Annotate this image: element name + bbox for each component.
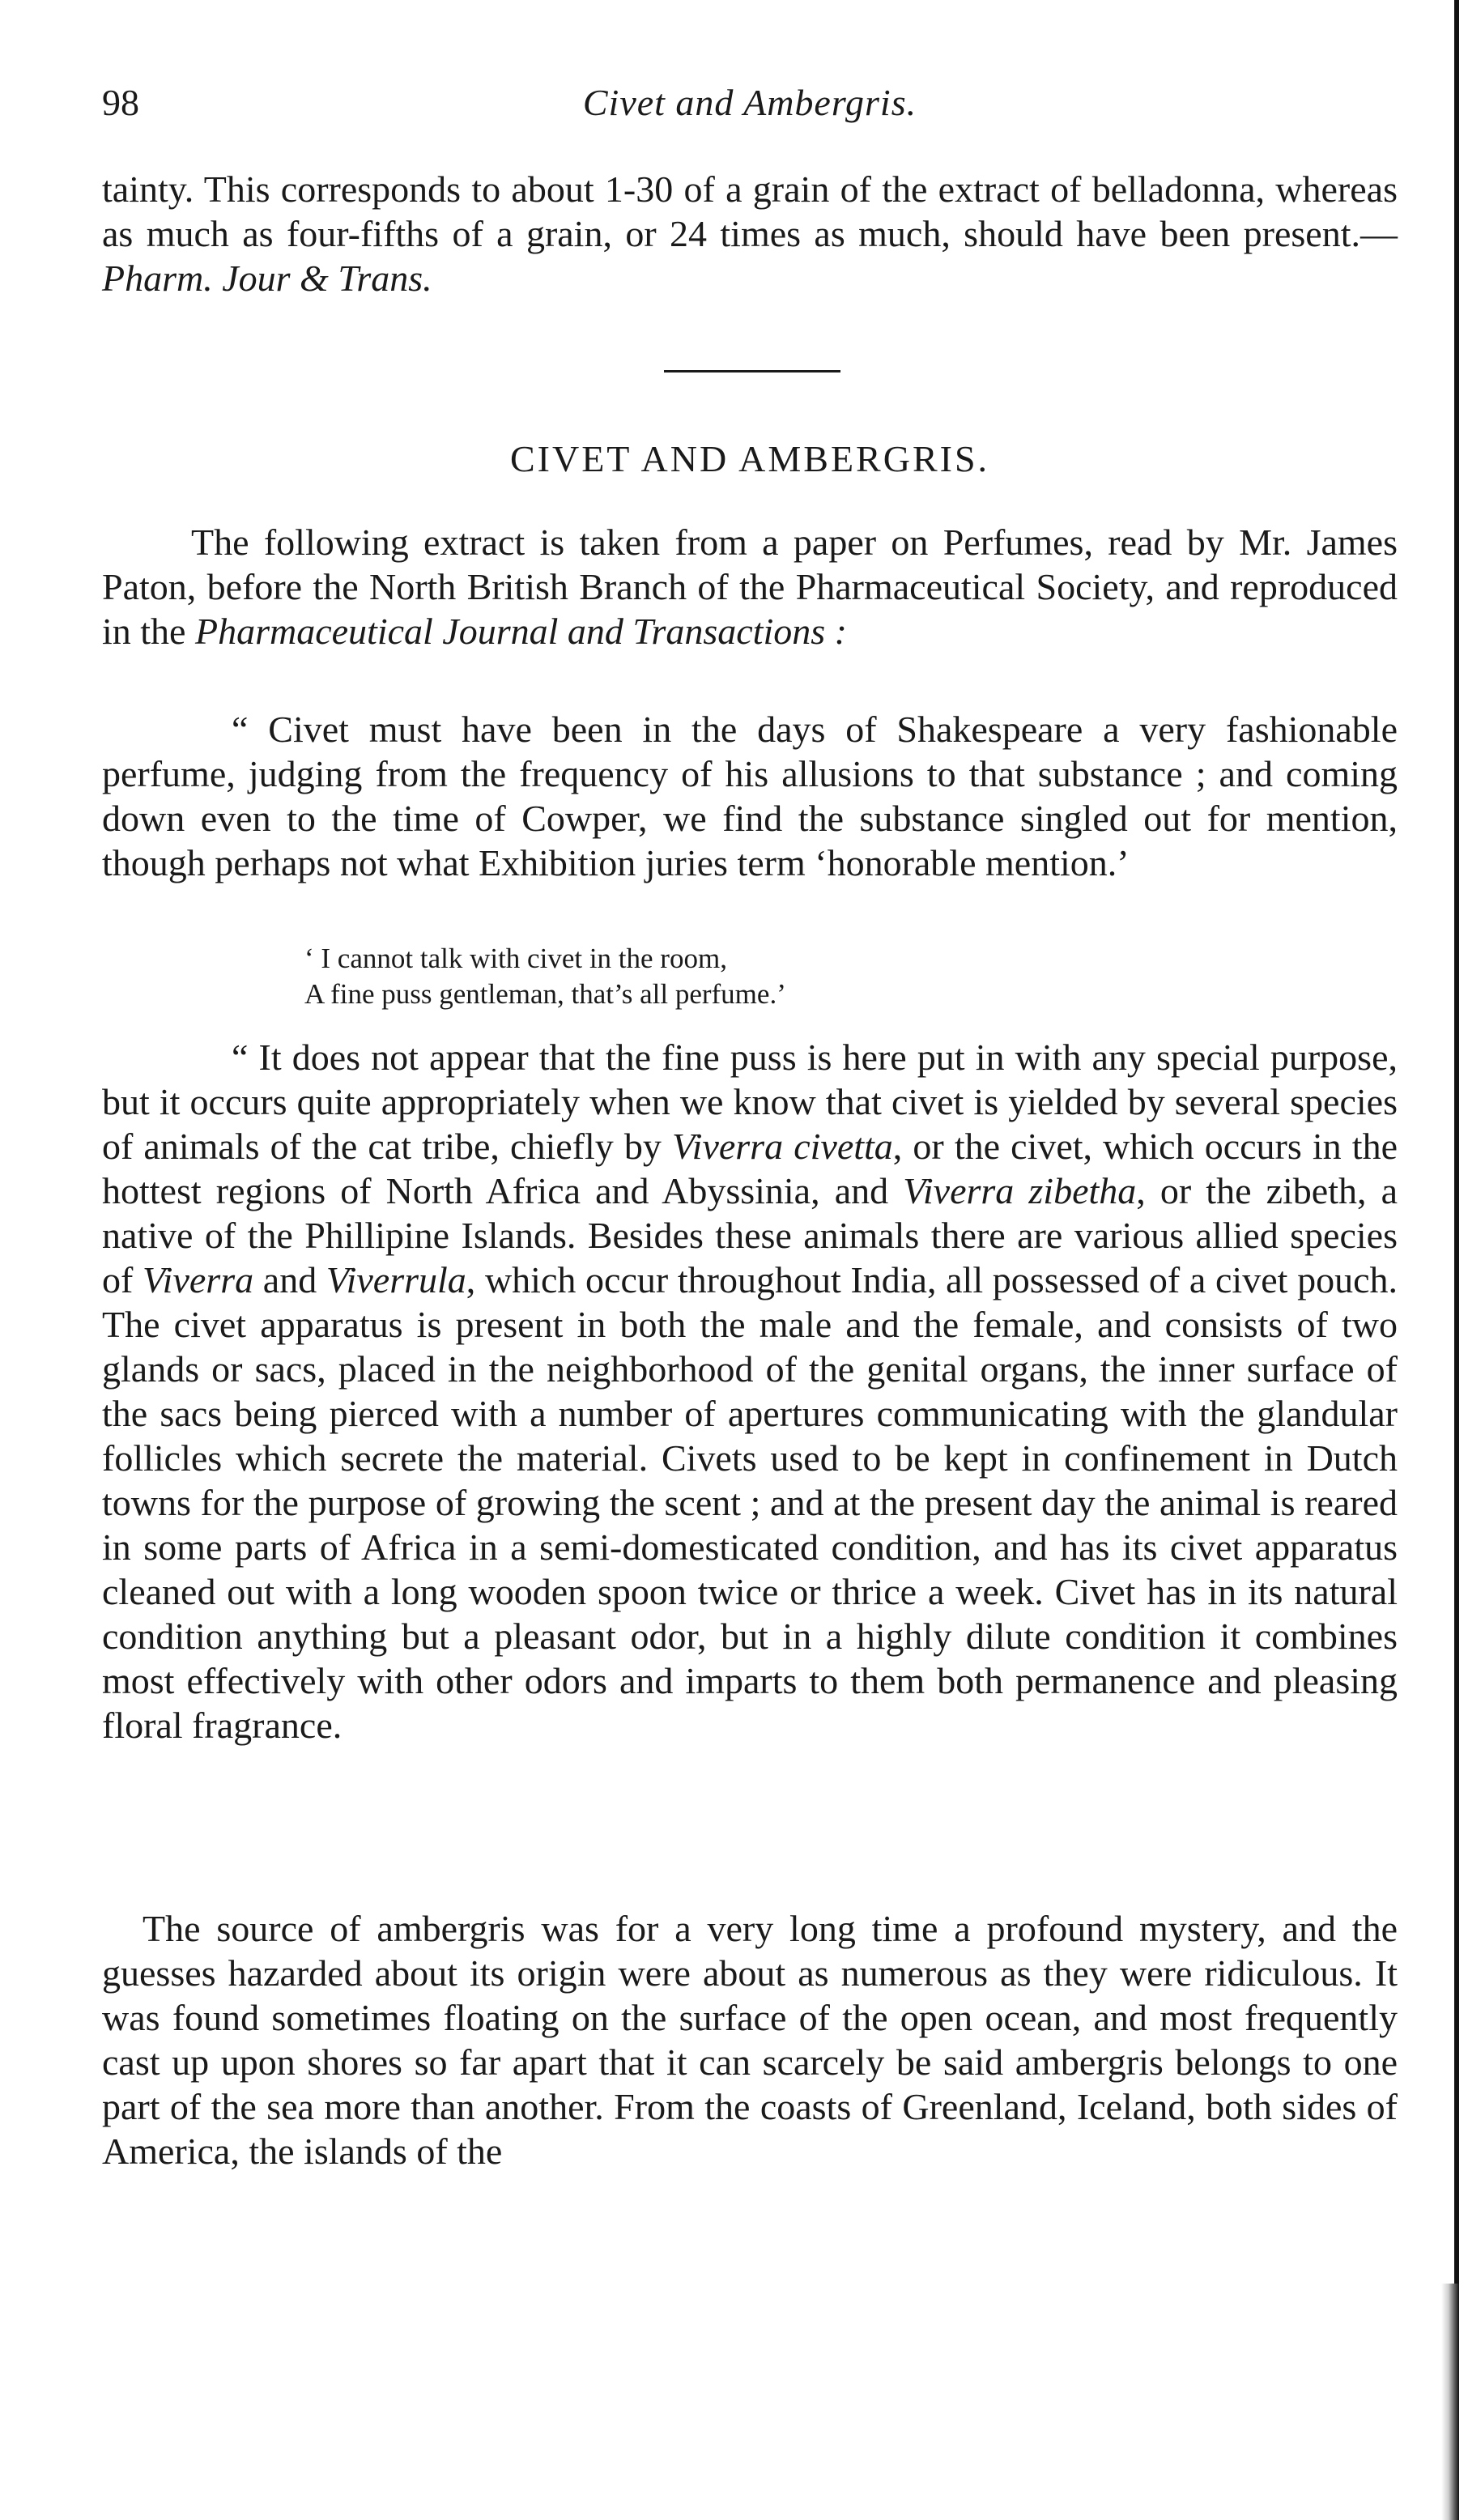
citation-source: Pharm. Jour & Trans. [102, 258, 432, 299]
intro-paragraph [102, 520, 1398, 653]
page-edge-shadow [1454, 0, 1459, 2520]
page-number: 98 [102, 82, 139, 123]
continued-paragraph-text: tainty. This corresponds to about 1-30 of a grain of the extract of belladonna, whereas as much as four-fifths of a grain, or 24 times as much, should have been present.— [102, 168, 1398, 254]
page-header [102, 81, 1398, 130]
quote2-part-3: , or the zibeth, a native of the Phillipine Islands. Besides these animals there are various allied species of [102, 1170, 1398, 1300]
quote2-part-2: , or the civet, which occurs in the hottest regions of North Africa and Abyssinia, and [102, 1126, 1398, 1211]
section-divider [664, 370, 840, 372]
page-edge-curl [1441, 2284, 1459, 2520]
verse-quotation [304, 941, 1114, 1012]
running-title: Civet and Ambergris. [582, 82, 917, 123]
intro-paragraph-text: The following extract is taken from a paper on Perfumes, read by Mr. James Paton, before the North British Branch of the Pharmaceutical Society, and reproduced in the [102, 521, 1398, 652]
verse-line-1: ‘ I cannot talk with civet in the room, [304, 943, 727, 974]
quote2-part-1: “ It does not appear that the fine puss is here put in with any special purpose, but it occurs quite appropriately when we know that civet is yielded by several species of animals of the cat tribe, chiefly by [102, 1037, 1398, 1167]
ambergris-paragraph: The source of ambergris was for a very long time a profound mystery, and the guesses hazarded about its origin were about as numerous as they were ridiculous. It was found sometimes floating on the surface of the open ocean, and most frequently cast up upon shores so far apart that it can scarcely be said ambergris belongs to one part of the sea more than another. From the coasts of Greenland, Iceland, both sides of America, the islands of the [102, 1908, 1398, 2172]
species-viverra-zibetha: Viverra zibetha [903, 1170, 1137, 1211]
verse-line-2: A fine puss gentleman, that’s all perfume.’ [304, 978, 786, 1010]
continued-paragraph [102, 167, 1398, 300]
genus-viverrula: Viverrula [326, 1259, 466, 1300]
quote-paragraph-civet-shakespeare: “ Civet must have been in the days of Shakespeare a very fashionable perfume, judging from the frequency of his allusions to that substance ; and coming down even to the time of Cowper, we find the substance singled out for mention, though perhaps not what Exhibition juries term ‘honorable mention.’ [102, 709, 1398, 883]
quote2-part-5: , which occur throughout India, all possessed of a civet pouch. The civet apparatus is present in both the male and the female, and consists of two glands or sacs, placed in the neighborhood of the genital organs, the inner surface of the sacs being pierced with a number of apertures communicating with the glandular follicles which secrete the material. Civets used to be kept in confinement in Dutch towns for the purpose of growing the scent ; and at the present day the animal is reared in some parts of Africa in a semi-domesticated condition, and has its civet apparatus cleaned out with a long wooden spoon twice or thrice a week. Civet has in its natural condition anything but a pleasant odor, but in a highly dilute condition it combines most effectively with other odors and imparts to them both permanence and pleasing floral fragrance. [102, 1259, 1398, 1746]
quote2-part-4: and [253, 1259, 326, 1300]
genus-viverra: Viverra [143, 1259, 254, 1300]
species-viverra-civetta: Viverra civetta [671, 1126, 893, 1167]
section-title: CIVET AND AMBERGRIS. [509, 438, 990, 479]
quote-paragraph-civet-origin [102, 1035, 1398, 1747]
journal-title: Pharmaceutical Journal and Transactions : [194, 611, 847, 652]
